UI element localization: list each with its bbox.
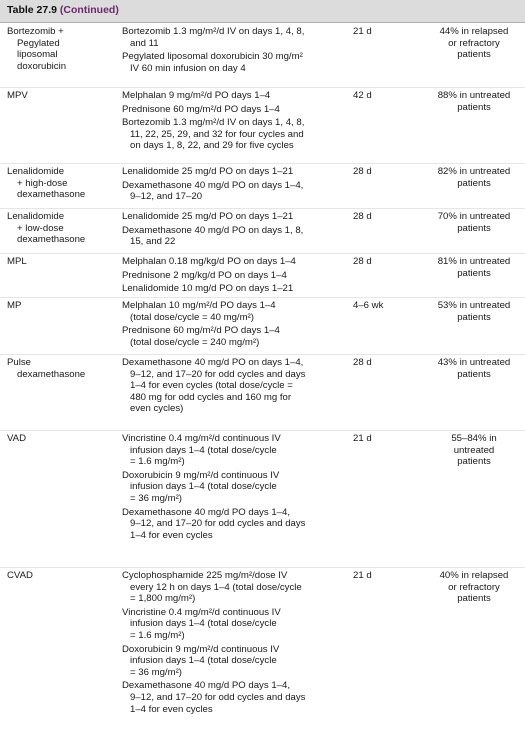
dosing-item — [122, 433, 346, 468]
response-line: or refractory — [448, 37, 500, 49]
regimen-line: MPV — [7, 90, 28, 101]
dosing-item — [122, 470, 346, 505]
cycle-length-cell: 21 d — [353, 433, 372, 444]
response-line: 43% in untreated — [437, 357, 511, 368]
response-cell — [428, 300, 520, 323]
dosing-item — [122, 211, 346, 223]
regimen-cell — [7, 357, 115, 380]
dosing-item — [122, 51, 346, 74]
dosing-line: 1–4 for even cycles — [130, 529, 213, 541]
table-caption — [7, 4, 119, 16]
dosing-line: Lenalidomide 10 mg/d PO on days 1–21 — [122, 283, 294, 295]
dosing-line: every 12 h on days 1–4 (total dose/cycle — [130, 581, 302, 593]
dosing-line: on days 1, 8, 22, and 29 for five cycles — [130, 140, 294, 152]
dosing-cell — [122, 256, 346, 295]
dosing-item — [122, 357, 346, 415]
regimen-line: Pegylated — [17, 37, 60, 49]
response-line: patients — [457, 177, 491, 189]
regimen-line: CVAD — [7, 570, 33, 581]
dosing-item — [122, 117, 346, 152]
dosing-item — [122, 325, 346, 348]
regimen-cell — [7, 570, 115, 582]
response-line: patients — [457, 222, 491, 234]
regimen-line: Lenalidomide — [7, 166, 65, 177]
dosing-item — [122, 607, 346, 642]
response-line: 44% in relapsed — [439, 26, 509, 37]
dosing-cell — [122, 166, 346, 203]
dosing-line: Dexamethasone 40 mg/d PO on days 1, 8, — [122, 224, 304, 236]
regimen-line: Lenalidomide — [7, 211, 65, 222]
row-divider — [0, 297, 525, 298]
response-line: 88% in untreated — [437, 90, 511, 101]
response-line: patients — [457, 311, 491, 323]
dosing-line: Cyclophosphamide 225 mg/m²/dose IV — [122, 570, 288, 581]
dosing-item — [122, 283, 346, 295]
dosing-line: Melphalan 9 mg/m²/d PO days 1–4 — [122, 90, 271, 101]
dosing-line: 480 mg for odd cycles and 160 mg for — [130, 391, 292, 403]
regimen-line: Pulse — [7, 357, 31, 368]
cycle-length-cell: 28 d — [353, 166, 372, 177]
response-cell — [428, 166, 520, 189]
dosing-line: Melphalan 0.18 mg/kg/d PO on days 1–4 — [122, 256, 296, 267]
regimen-cell — [7, 300, 115, 312]
dosing-line: Prednisone 60 mg/m²/d PO days 1–4 — [122, 325, 280, 337]
response-line: 53% in untreated — [437, 300, 511, 311]
response-line: patients — [457, 49, 491, 61]
dosing-line: Doxorubicin 9 mg/m²/d continuous IV — [122, 643, 280, 655]
dosing-cell — [122, 211, 346, 248]
dosing-item — [122, 180, 346, 203]
dosing-line: Lenalidomide 25 mg/d PO on days 1–21 — [122, 166, 294, 177]
regimen-line: Bortezomib + — [7, 26, 64, 37]
dosing-line: (total dose/cycle = 40 mg/m²) — [130, 311, 254, 323]
dosing-line: = 36 mg/m²) — [130, 492, 182, 504]
response-cell — [428, 90, 520, 113]
cycle-length-cell: 4–6 wk — [353, 300, 384, 311]
response-cell — [428, 433, 520, 468]
dosing-line: Melphalan 10 mg/m²/d PO days 1–4 — [122, 300, 276, 311]
dosing-line: Prednisone 2 mg/kg/d PO on days 1–4 — [122, 269, 287, 281]
row-divider — [0, 354, 525, 355]
row-divider — [0, 87, 525, 88]
dosing-line: 9–12, and 17–20 for odd cycles and days — [130, 368, 306, 380]
response-line: patients — [457, 593, 491, 605]
dosing-line: = 1.6 mg/m²) — [130, 456, 185, 468]
regimen-cell — [7, 256, 115, 268]
row-divider — [0, 253, 525, 254]
dosing-line: 11, 22, 25, 29, and 32 for four cycles and — [130, 128, 304, 140]
dosing-line: 15, and 22 — [130, 236, 176, 248]
row-divider — [0, 208, 525, 209]
response-line: patients — [457, 101, 491, 113]
dosing-cell — [122, 433, 346, 541]
dosing-line: Dexamethasone 40 mg/d PO days 1–4, — [122, 506, 290, 518]
dosing-item — [122, 166, 346, 178]
cycle-length-cell: 28 d — [353, 357, 372, 368]
response-line: untreated — [453, 444, 495, 456]
dosing-line: Pegylated liposomal doxorubicin 30 mg/m² — [122, 51, 303, 63]
dosing-line: 1–4 for even cycles — [130, 703, 213, 715]
regimen-line: liposomal — [17, 49, 58, 61]
dosing-cell — [122, 570, 346, 715]
dosing-line: 9–12, and 17–20 for odd cycles and days — [130, 691, 306, 703]
dosing-line: Lenalidomide 25 mg/d PO on days 1–21 — [122, 211, 294, 222]
dosing-line: Bortezomib 1.3 mg/m²/d IV on days 1, 4, 8, — [122, 117, 305, 129]
table-label: Table 27.9 — [7, 4, 57, 16]
response-line: patients — [457, 368, 491, 380]
response-cell — [428, 26, 520, 61]
response-line: 81% in untreated — [437, 256, 511, 267]
dosing-item — [122, 300, 346, 323]
dosing-item — [122, 90, 346, 102]
dosing-cell — [122, 300, 346, 348]
regimen-line: dexamethasone — [17, 189, 86, 201]
row-divider — [0, 430, 525, 431]
dosing-line: and 11 — [130, 37, 159, 49]
regimen-line: VAD — [7, 433, 27, 444]
response-cell — [428, 357, 520, 380]
regimen-cell — [7, 433, 115, 445]
table-title-bar — [0, 0, 525, 23]
response-line: 40% in relapsed — [439, 570, 509, 581]
dosing-line: Dexamethasone 40 mg/d PO days 1–4, — [122, 680, 290, 692]
dosing-line: Dexamethasone 40 mg/d PO on days 1–4, — [122, 179, 304, 191]
dosing-line: 9–12, and 17–20 — [130, 191, 203, 203]
dosing-item — [122, 507, 346, 542]
dosing-line: 1–4 for even cycles (total dose/cycle = — [130, 380, 293, 392]
row-divider — [0, 163, 525, 164]
dosing-line: = 36 mg/m²) — [130, 666, 182, 678]
dosing-line: 9–12, and 17–20 for odd cycles and days — [130, 518, 306, 530]
response-cell — [428, 256, 520, 279]
regimen-line: MP — [7, 300, 22, 311]
dosing-line: infusion days 1–4 (total dose/cycle — [130, 481, 277, 493]
dosing-line: infusion days 1–4 (total dose/cycle — [130, 444, 277, 456]
dosing-line: Vincristine 0.4 mg/m²/d continuous IV — [122, 433, 281, 444]
regimen-line: dexamethasone — [17, 234, 86, 246]
dosing-item — [122, 644, 346, 679]
dosing-line: Bortezomib 1.3 mg/m²/d IV on days 1, 4, 8, — [122, 26, 305, 37]
response-line: 70% in untreated — [437, 211, 511, 222]
dosing-item — [122, 270, 346, 282]
dosing-line: Prednisone 60 mg/m²/d PO days 1–4 — [122, 103, 280, 115]
dosing-cell — [122, 90, 346, 152]
response-line: 55–84% in — [451, 433, 497, 444]
dosing-item — [122, 104, 346, 116]
cycle-length-cell: 21 d — [353, 570, 372, 581]
regimen-line: + low-dose — [17, 222, 64, 234]
dosing-item — [122, 256, 346, 268]
dosing-line: = 1.6 mg/m²) — [130, 629, 185, 641]
dosing-line: = 1,800 mg/m²) — [130, 593, 196, 605]
dosing-line: Vincristine 0.4 mg/m²/d continuous IV — [122, 606, 281, 618]
cycle-length-cell: 28 d — [353, 211, 372, 222]
cycle-length-cell: 28 d — [353, 256, 372, 267]
regimen-line: + high-dose — [17, 177, 68, 189]
response-line: 82% in untreated — [437, 166, 511, 177]
dosing-line: infusion days 1–4 (total dose/cycle — [130, 618, 277, 630]
regimen-line: doxorubicin — [17, 60, 67, 72]
dosing-line: IV 60 min infusion on day 4 — [130, 62, 246, 74]
dosing-line: (total dose/cycle = 240 mg/m²) — [130, 336, 260, 348]
response-cell — [428, 211, 520, 234]
regimen-line: dexamethasone — [17, 368, 86, 380]
dosing-item — [122, 570, 346, 605]
dosing-item — [122, 225, 346, 248]
dosing-item — [122, 26, 346, 49]
table-continued-note: (Continued) — [59, 4, 119, 16]
response-line: patients — [457, 456, 491, 468]
dosing-line: Doxorubicin 9 mg/m²/d continuous IV — [122, 469, 280, 481]
dosing-line: Dexamethasone 40 mg/d PO on days 1–4, — [122, 357, 304, 368]
dosing-item — [122, 680, 346, 715]
regimen-cell — [7, 211, 115, 246]
response-cell — [428, 570, 520, 605]
cycle-length-cell: 42 d — [353, 90, 372, 101]
regimen-cell — [7, 26, 115, 72]
regimen-line: MPL — [7, 256, 27, 267]
dosing-cell — [122, 357, 346, 415]
row-divider — [0, 567, 525, 568]
regimen-cell — [7, 90, 115, 102]
response-line: or refractory — [448, 581, 500, 593]
regimen-cell — [7, 166, 115, 201]
cycle-length-cell: 21 d — [353, 26, 372, 37]
dosing-line: infusion days 1–4 (total dose/cycle — [130, 655, 277, 667]
dosing-cell — [122, 26, 346, 74]
dosing-line: even cycles) — [130, 403, 184, 415]
response-line: patients — [457, 267, 491, 279]
